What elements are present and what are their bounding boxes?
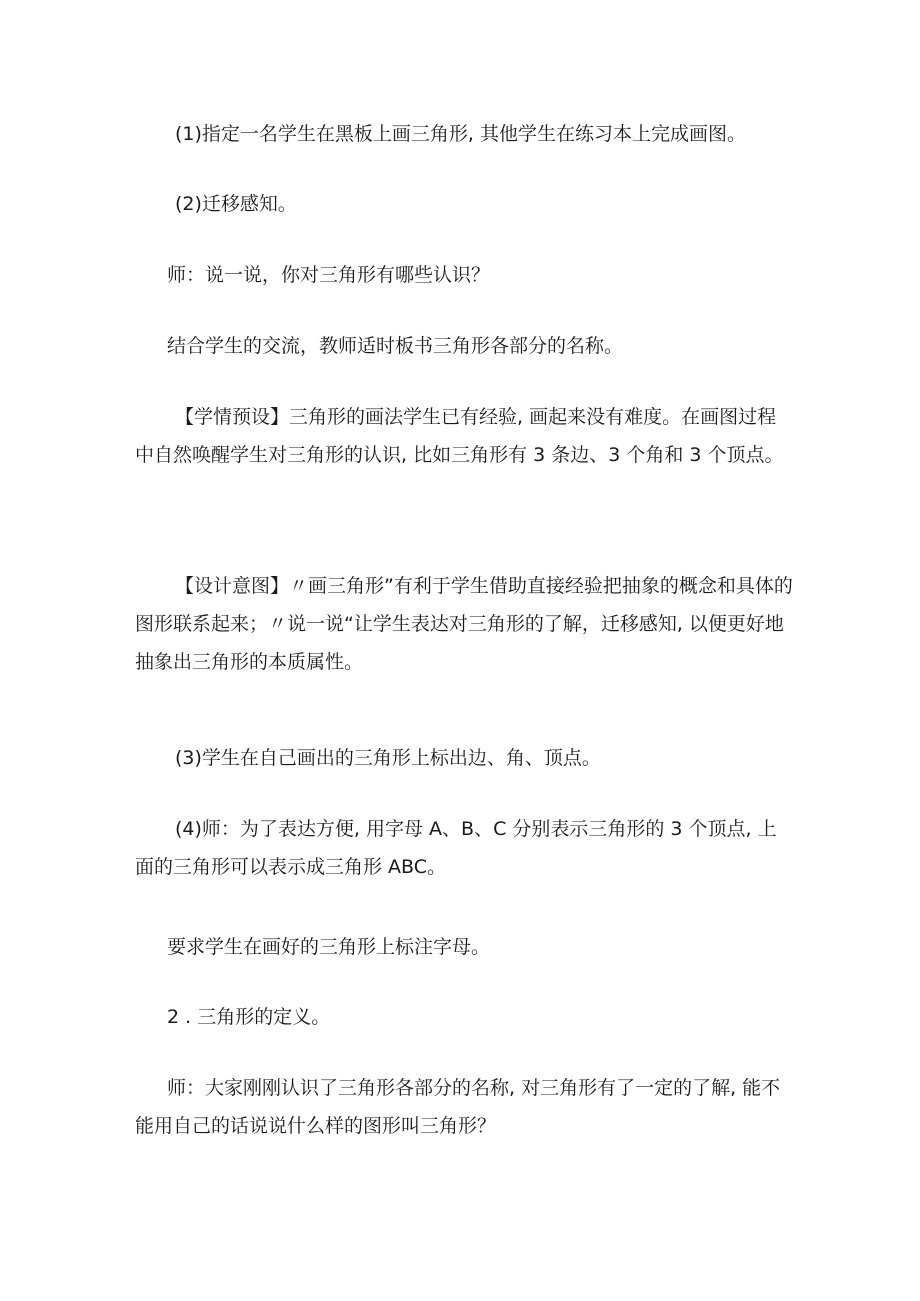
paragraph-definition-question: 师：大家刚刚认识了三角形各部分的名称, 对三角形有了一定的了解, 能不能用自己的话说说什么样的图形叫三角形？: [135, 1077, 781, 1137]
paragraph-step-1: (1)指定一名学生在黑板上画三角形, 其他学生在练习本上完成画图。: [175, 123, 746, 145]
paragraph-teacher-question: 师：说一说，你对三角形有哪些认识？: [167, 264, 491, 286]
paragraph-step-2: (2)迁移感知。: [175, 193, 297, 215]
paragraph-learning-preview: 【学情预设】三角形的画法学生已有经验, 画起来没有难度。在画图过程中自然唤醒学生对三角形的认识, 比如三角形有 3 条边、3 个角和 3 个顶点。: [135, 406, 784, 466]
paragraph-section-2-title: 2 . 三角形的定义。: [167, 1006, 331, 1028]
paragraph-step-4: (4)师：为了表达方便, 用字母 A、B、C 分别表示三角形的 3 个顶点, 上面的三角形可以表示成三角形 ABC。: [135, 818, 777, 878]
paragraph-step-3: (3)学生在自己画出的三角形上标出边、角、顶点。: [175, 747, 601, 769]
paragraph-design-intent: 【设计意图】〃画三角形”有利于学生借助直接经验把抽象的概念和具体的图形联系起来；〃说一说“让学生表达对三角形的了解，迁移感知, 以便更好地抽象出三角形的本质属性。: [135, 575, 793, 673]
paragraph-board-note: 结合学生的交流，教师适时板书三角形各部分的名称。: [167, 335, 624, 357]
paragraph-label-letters: 要求学生在画好的三角形上标注字母。: [167, 936, 491, 958]
